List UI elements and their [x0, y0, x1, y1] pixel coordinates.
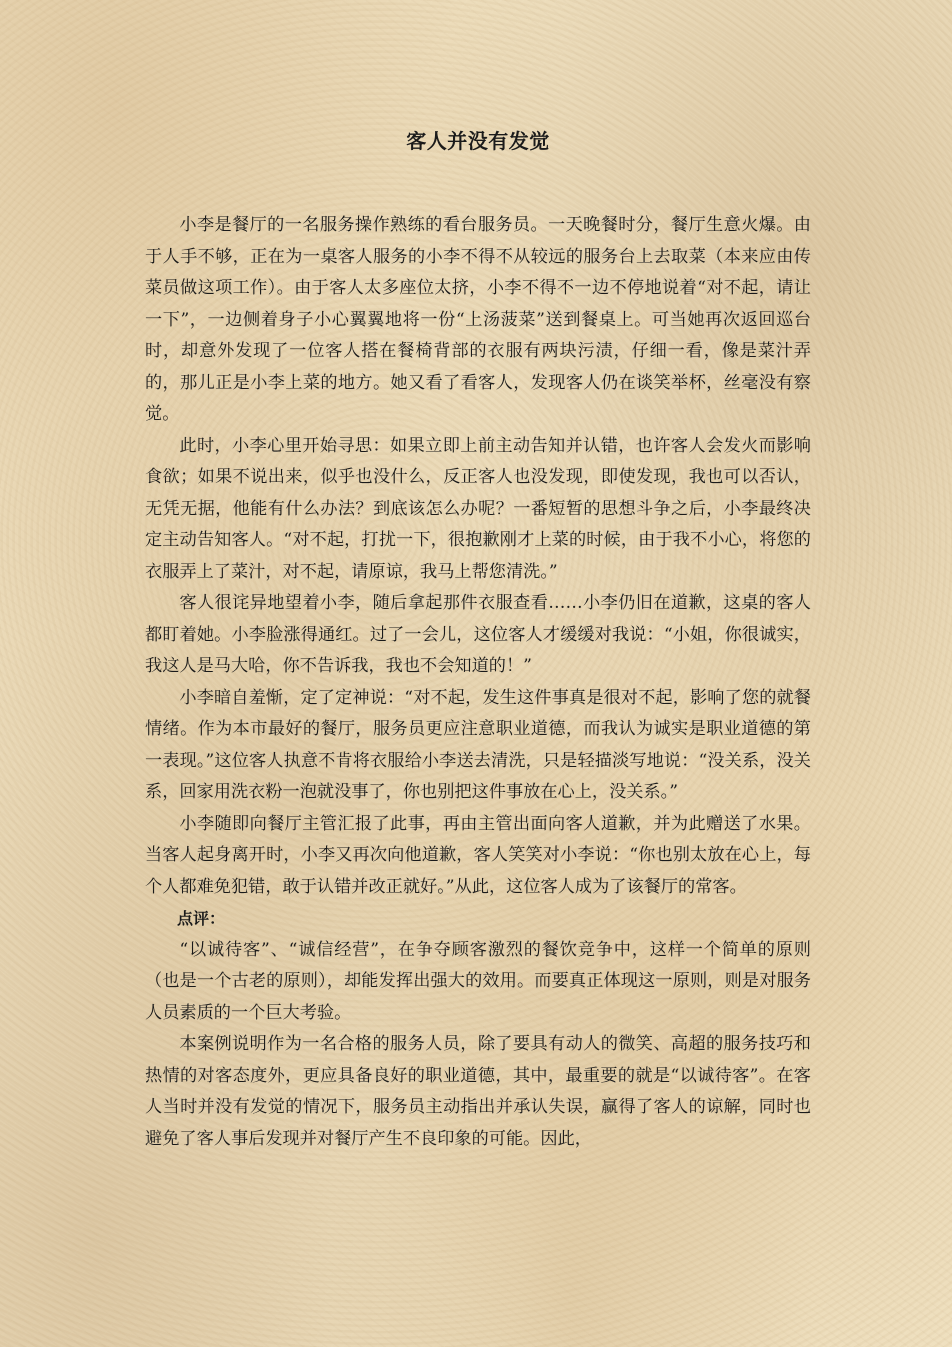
story-paragraph-3: 客人很诧异地望着小李，随后拿起那件衣服查看……小李仍旧在道歉，这桌的客人都盯着她。小李脸涨得通红。过了一会儿，这位客人才缓缓对我说：“小姐，你很诚实，我这人是马大哈，你不告诉我，我也不会知道的！” [145, 593, 811, 676]
story-paragraph-4: 小李暗自羞惭，定了定神说：“对不起，发生这件事真是很对不起，影响了您的就餐情绪。作为本市最好的餐厅，服务员更应注意职业道德，而我认为诚实是职业道德的第一表现。”这位客人执意不肯将衣服给小李送去清洗，只是轻描淡写地说：“没关系，没关系，回家用洗衣粉一泡就没事了，你也别把这件事放在心上，没关系。” [145, 687, 811, 802]
review-label: 点评： [177, 909, 226, 928]
review-paragraph-1: “以诚待客”、“诚信经营”，在争夺顾客激烈的餐饮竞争中，这样一个简单的原则（也是一个古老的原则），却能发挥出强大的效用。而要真正体现这一原则，则是对服务人员素质的一个巨大考验。 [145, 939, 811, 1023]
review-paragraph-2: 本案例说明作为一名合格的服务人员，除了要具有动人的微笑、高超的服务技巧和热情的对客态度外，更应具备良好的职业道德，其中，最重要的就是“以诚待客”。在客人当时并没有发觉的情况下，服务员主动指出并承认失误，赢得了客人的谅解，同时也避免了客人事后发现并对餐厅产生不良印象的可能。因此， [145, 1034, 811, 1149]
story-paragraph-1: 小李是餐厅的一名服务操作熟练的看台服务员。一天晚餐时分，餐厅生意火爆。由于人手不够，正在为一桌客人服务的小李不得不从较远的服务台上去取菜（本来应由传菜员做这项工作）。由于客人太多座位太挤，小李不得不一边不停地说着“对不起，请让一下”，一边侧着身子小心翼翼地将一份“上汤菠菜”送到餐桌上。可当她再次返回巡台时，却意外发现了一位客人搭在餐椅背部的衣服有两块污渍，仔细一看，像是菜汁弄的，那儿正是小李上菜的地方。她又看了看客人，发现客人仍在谈笑举杯，丝毫没有察觉。 [145, 215, 811, 424]
story-paragraph-5: 小李随即向餐厅主管汇报了此事，再由主管出面向客人道歉，并为此赠送了水果。当客人起身离开时，小李又再次向他道歉，客人笑笑对小李说：“你也别太放在心上，每个人都难免犯错，敢于认错并改正就好。”从此，这位客人成为了该餐厅的常客。 [145, 813, 811, 897]
document-title: 客人并没有发觉 [406, 129, 550, 153]
story-paragraph-2: 此时，小李心里开始寻思：如果立即上前主动告知并认错，也许客人会发火而影响食欲；如果不说出来，似乎也没什么，反正客人也没发现，即使发现，我也可以否认，无凭无据，他能有什么办法？到底该怎么办呢？一番短暂的思想斗争之后，小李最终决定主动告知客人。“对不起，打扰一下，很抱歉刚才上菜的时候，由于我不小心，将您的衣服弄上了菜汁，对不起，请原谅，我马上帮您清洗。” [145, 435, 811, 582]
document-page [145, 124, 811, 1155]
